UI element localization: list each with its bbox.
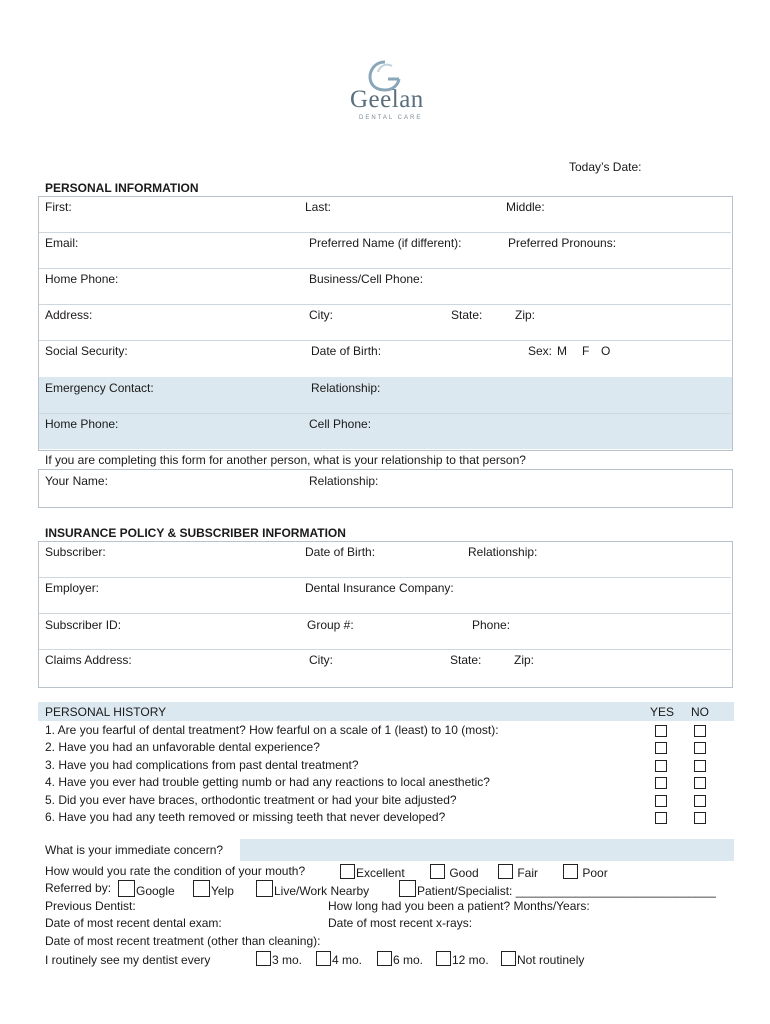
field-ec-cell-phone[interactable]: Cell Phone:	[309, 417, 372, 431]
divider	[39, 340, 731, 341]
field-ec-home-phone[interactable]: Home Phone:	[45, 417, 119, 431]
field-subscriber[interactable]: Subscriber:	[45, 545, 106, 559]
checkbox-icon[interactable]	[399, 880, 416, 897]
checkbox-icon[interactable]	[193, 880, 210, 897]
field-claims-address[interactable]: Claims Address:	[45, 653, 132, 667]
field-city[interactable]: City:	[309, 308, 333, 322]
routine-3mo[interactable]	[256, 951, 302, 967]
routinely-label: I routinely see my dentist every	[45, 953, 211, 967]
field-subscriber-id[interactable]: Subscriber ID:	[45, 618, 122, 632]
no-column-header: NO	[691, 705, 709, 719]
insurance-box	[38, 541, 733, 688]
field-state[interactable]: State:	[451, 308, 483, 322]
ref-option-label: Patient/Specialist:	[417, 884, 513, 898]
ref-google[interactable]	[118, 880, 175, 898]
checkbox-icon[interactable]	[377, 951, 392, 966]
field-insurance-company[interactable]: Dental Insurance Company:	[305, 581, 454, 595]
routine-12mo[interactable]	[436, 951, 489, 967]
divider	[39, 613, 731, 614]
checkbox-icon[interactable]	[498, 864, 513, 879]
ref-live-work[interactable]	[256, 880, 369, 898]
field-business-phone[interactable]: Business/Cell Phone:	[309, 272, 424, 286]
field-sub-dob[interactable]: Date of Birth:	[305, 545, 376, 559]
routine-4mo[interactable]	[316, 951, 362, 967]
routine-option-label: 4 mo.	[332, 953, 363, 967]
checkbox-icon[interactable]	[430, 864, 445, 879]
divider	[39, 268, 731, 269]
routine-6mo[interactable]	[377, 951, 423, 967]
field-last[interactable]: Last:	[305, 200, 332, 214]
field-middle[interactable]: Middle:	[506, 200, 545, 214]
field-ins-zip[interactable]: Zip:	[514, 653, 535, 667]
field-group[interactable]: Group #:	[307, 618, 354, 632]
no-checkbox[interactable]	[694, 795, 706, 807]
routine-option-label: 6 mo.	[393, 953, 424, 967]
ref-yelp[interactable]	[193, 880, 234, 898]
todays-date-label: Today’s Date:	[569, 160, 642, 174]
field-first[interactable]: First:	[45, 200, 72, 214]
no-checkbox[interactable]	[694, 812, 706, 824]
field-pronouns[interactable]: Preferred Pronouns:	[508, 236, 617, 250]
sex-label: Sex:	[528, 344, 553, 358]
checkbox-icon[interactable]	[340, 864, 355, 879]
yes-column-header: YES	[650, 705, 675, 719]
ref-option-label: Google	[136, 884, 175, 898]
field-ins-state[interactable]: State:	[450, 653, 482, 667]
history-question: 6. Have you had any teeth removed or missing teeth that never developed?	[45, 810, 446, 824]
rate-fair[interactable]	[498, 864, 538, 880]
yes-checkbox[interactable]	[655, 742, 667, 754]
routine-option-label: 3 mo.	[272, 953, 303, 967]
rate-option-label: Fair	[517, 866, 539, 880]
yes-checkbox[interactable]	[655, 795, 667, 807]
no-checkbox[interactable]	[694, 777, 706, 789]
rate-option-label: Poor	[582, 866, 608, 880]
field-your-name[interactable]: Your Name:	[45, 474, 108, 488]
rate-option-label: Good	[449, 866, 479, 880]
field-ins-phone[interactable]: Phone:	[472, 618, 511, 632]
recent-xrays-field[interactable]: Date of most recent x-rays:	[328, 916, 473, 930]
checkbox-icon[interactable]	[436, 951, 451, 966]
rate-excellent[interactable]	[340, 864, 405, 880]
divider	[39, 577, 731, 578]
checkbox-icon[interactable]	[501, 951, 516, 966]
history-question: 2. Have you had an unfavorable dental experience?	[45, 740, 320, 754]
sex-option-m[interactable]: M	[557, 344, 567, 358]
history-question: 4. Have you ever had trouble getting numb or had any reactions to local anesthetic?	[45, 775, 490, 789]
section-heading-insurance: INSURANCE POLICY & SUBSCRIBER INFORMATION	[45, 526, 346, 540]
divider	[39, 649, 731, 650]
history-question: 1. Are you fearful of dental treatment? How fearful on a scale of 1 (least) to 10 (most):	[45, 723, 499, 737]
history-question: 3. Have you had complications from past dental treatment?	[45, 758, 359, 772]
field-address[interactable]: Address:	[45, 308, 93, 322]
rate-condition-row	[45, 864, 305, 878]
recent-exam-field[interactable]: Date of most recent dental exam:	[45, 916, 222, 930]
checkbox-icon[interactable]	[256, 880, 273, 897]
divider	[39, 304, 731, 305]
field-your-relationship[interactable]: Relationship:	[309, 474, 379, 488]
recent-treatment-field[interactable]: Date of most recent treatment (other than cleaning):	[45, 934, 321, 948]
checkbox-icon[interactable]	[256, 951, 271, 966]
your-name-box	[38, 469, 733, 508]
field-dob[interactable]: Date of Birth:	[311, 344, 382, 358]
section-heading-personal: PERSONAL INFORMATION	[45, 181, 199, 195]
logo-wordmark: Geelan	[350, 86, 424, 113]
ref-option-label: Yelp	[211, 884, 234, 898]
checkbox-icon[interactable]	[118, 880, 135, 897]
field-ins-city[interactable]: City:	[309, 653, 333, 667]
logo-tagline: DENTAL CARE	[359, 115, 423, 121]
immediate-concern-input[interactable]	[240, 839, 734, 861]
rate-option-label: Excellent	[356, 866, 405, 880]
history-question: 5. Did you ever have braces, orthodontic treatment or had your bite adjusted?	[45, 793, 457, 807]
checkbox-icon[interactable]	[316, 951, 331, 966]
yes-checkbox[interactable]	[655, 760, 667, 772]
yes-checkbox[interactable]	[655, 725, 667, 737]
field-emergency-contact[interactable]: Emergency Contact:	[45, 381, 154, 395]
no-checkbox[interactable]	[694, 725, 706, 737]
ref-blank-line[interactable]: ______________________________	[515, 884, 716, 898]
how-long-field[interactable]: How long had you been a patient? Months/Years:	[328, 899, 590, 913]
section-heading-history: PERSONAL HISTORY	[45, 705, 167, 719]
ref-option-label: Live/Work Nearby	[274, 884, 370, 898]
yes-checkbox[interactable]	[655, 812, 667, 824]
no-checkbox[interactable]	[694, 742, 706, 754]
previous-dentist-field[interactable]: Previous Dentist:	[45, 899, 136, 913]
routine-not[interactable]	[501, 951, 584, 967]
immediate-concern-label: What is your immediate concern?	[45, 843, 224, 857]
ref-patient-specialist[interactable]	[399, 880, 716, 898]
routine-option-label: Not routinely	[517, 953, 585, 967]
field-preferred-name[interactable]: Preferred Name (if different):	[309, 236, 462, 250]
referred-by-label: Referred by:	[45, 881, 112, 895]
rate-condition-question: How would you rate the condition of your mouth?	[45, 864, 306, 878]
rate-good[interactable]	[430, 864, 479, 880]
field-employer[interactable]: Employer:	[45, 581, 100, 595]
sex-option-o[interactable]: O	[601, 344, 611, 358]
checkbox-icon[interactable]	[563, 864, 578, 879]
yes-checkbox[interactable]	[655, 777, 667, 789]
field-ec-relationship[interactable]: Relationship:	[311, 381, 381, 395]
no-checkbox[interactable]	[694, 760, 706, 772]
field-zip[interactable]: Zip:	[515, 308, 536, 322]
field-email[interactable]: Email:	[45, 236, 79, 250]
sex-option-f[interactable]: F	[582, 344, 590, 358]
routine-option-label: 12 mo.	[452, 953, 489, 967]
field-sub-relationship[interactable]: Relationship:	[468, 545, 538, 559]
rate-poor[interactable]	[563, 864, 608, 880]
field-home-phone[interactable]: Home Phone:	[45, 272, 119, 286]
field-ssn[interactable]: Social Security:	[45, 344, 128, 358]
divider	[39, 232, 731, 233]
another-person-question: If you are completing this form for another person, what is your relationship to that person?	[45, 453, 526, 467]
divider	[39, 413, 731, 414]
